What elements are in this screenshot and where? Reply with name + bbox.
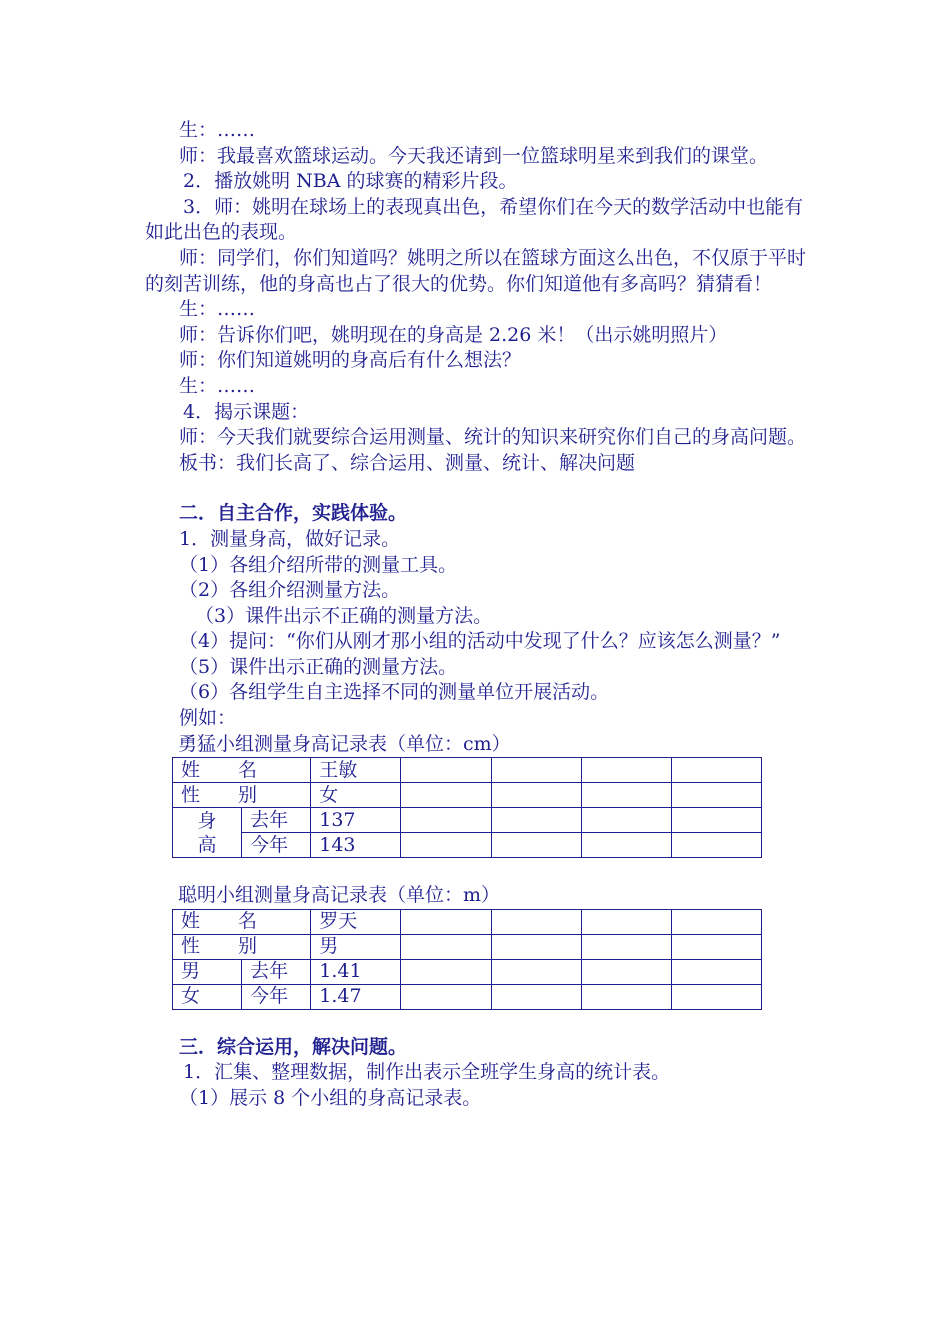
paragraph: 板书：我们长高了、综合运用、测量、统计、解决问题 [179, 451, 636, 474]
paragraph: 师：我最喜欢篮球运动。今天我还请到一位篮球明星来到我们的课堂。 [179, 144, 769, 167]
table-cell: 性 别 [173, 783, 311, 808]
table-cell: 去年 [242, 959, 311, 984]
table-cell: 王敏 [311, 758, 401, 783]
table-cell: 1.41 [311, 959, 401, 984]
paragraph: 师：你们知道姚明的身高后有什么想法？ [179, 349, 522, 372]
paragraph: 生：…… [179, 374, 256, 397]
paragraph: 师：今天我们就要综合运用测量、统计的知识来研究你们自己的身高问题。 [179, 426, 807, 449]
table-cell: 姓 名 [173, 909, 311, 934]
table-cell: 1.47 [311, 984, 401, 1009]
paragraph: （5）课件出示正确的测量方法。 [179, 655, 458, 678]
height-record-table-1 [172, 757, 762, 858]
section-heading: 二．自主合作，实践体验。 [179, 502, 408, 525]
table-row [173, 934, 762, 959]
table-row [173, 959, 762, 984]
paragraph: 1．测量身高，做好记录。 [179, 527, 401, 550]
paragraph: 4．揭示课题： [183, 400, 310, 423]
paragraph: 例如： [179, 707, 237, 730]
paragraph: 师：同学们，你们知道吗？姚明之所以在篮球方面这么出色，不仅原于平时的刻苦训练，他的身高也占了很大的优势。你们知道他有多高吗？猜猜看！ [145, 246, 807, 295]
paragraph: （4）提问：“你们从刚才那小组的活动中发现了什么？应该怎么测量？” [179, 630, 781, 653]
table-cell: 罗天 [311, 909, 401, 934]
table-cell [173, 808, 242, 858]
table-row [173, 758, 762, 783]
table-cell: 今年 [242, 984, 311, 1009]
table-cell: 男 [173, 959, 242, 984]
table-row [173, 783, 762, 808]
table-cell: 女 [311, 783, 401, 808]
cell-text: 高 [197, 833, 217, 856]
table-cell: 女 [173, 984, 242, 1009]
paragraph: （3）课件出示不正确的测量方法。 [195, 604, 493, 627]
paragraph: 1．汇集、整理数据，制作出表示全班学生身高的统计表。 [183, 1061, 671, 1084]
table-cell: 性 别 [173, 934, 311, 959]
table-row [173, 833, 762, 858]
table-cell: 姓 名 [173, 758, 311, 783]
table-cell: 去年 [242, 808, 311, 833]
table-cell: 143 [311, 833, 401, 858]
table-cell: 男 [311, 934, 401, 959]
paragraph: （6）各组学生自主选择不同的测量单位开展活动。 [179, 681, 610, 704]
document-page [145, 118, 810, 1112]
cell-text: 身 [197, 809, 217, 832]
paragraph: 师：告诉你们吧，姚明现在的身高是 2.26 米！（出示姚明照片） [179, 323, 728, 346]
table-caption: 勇猛小组测量身高记录表（单位：cm） [178, 732, 511, 755]
table-cell: 137 [311, 808, 401, 833]
table-caption: 聪明小组测量身高记录表（单位：m） [178, 884, 501, 907]
paragraph: 生：…… [179, 298, 256, 321]
table-cell: 今年 [242, 833, 311, 858]
table-row [173, 808, 762, 833]
paragraph: （2）各组介绍测量方法。 [179, 579, 401, 602]
paragraph: （1）展示 8 个小组的身高记录表。 [179, 1087, 482, 1110]
section-heading: 三．综合运用，解决问题。 [179, 1035, 408, 1058]
table-row [173, 984, 762, 1009]
paragraph: 3．师：姚明在球场上的表现真出色，希望你们在今天的数学活动中也能有如此出色的表现。 [145, 195, 804, 244]
paragraph: 2．播放姚明 NBA 的球赛的精彩片段。 [183, 170, 518, 193]
paragraph: （1）各组介绍所带的测量工具。 [179, 553, 458, 576]
height-record-table-2 [172, 909, 762, 1010]
paragraph: 生：…… [179, 119, 256, 141]
table-row [173, 909, 762, 934]
